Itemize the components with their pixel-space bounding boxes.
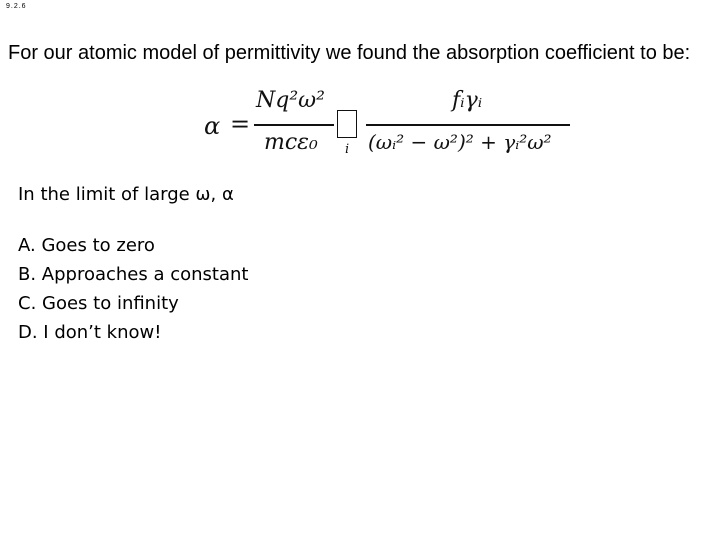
question-text: In the limit of large ω, α: [18, 184, 234, 205]
term-denominator: (ωᵢ² − ω²)² + γᵢ²ω²: [368, 130, 552, 154]
equation-lhs: α: [204, 112, 221, 140]
slide-number: 9.2.6: [6, 3, 27, 10]
prefactor-fraction-bar: [254, 124, 334, 126]
intro-text: For our atomic model of permittivity we found the absorption coefficient to be:: [8, 42, 691, 64]
summation-symbol-placeholder: [337, 110, 357, 138]
option-d: D. I don’t know!: [18, 322, 162, 343]
equation-equals: =: [230, 110, 251, 138]
option-c: C. Goes to infinity: [18, 293, 179, 314]
term-fraction-bar: [366, 124, 570, 126]
term-numerator: fᵢγᵢ: [452, 88, 483, 113]
prefactor-numerator: Nq²ω²: [256, 88, 325, 113]
sum-index: i: [345, 142, 350, 157]
prefactor-denominator: mcε₀: [264, 130, 318, 155]
answer-options: [18, 231, 248, 347]
option-b: B. Approaches a constant: [18, 264, 249, 285]
option-a: A. Goes to zero: [18, 235, 155, 256]
